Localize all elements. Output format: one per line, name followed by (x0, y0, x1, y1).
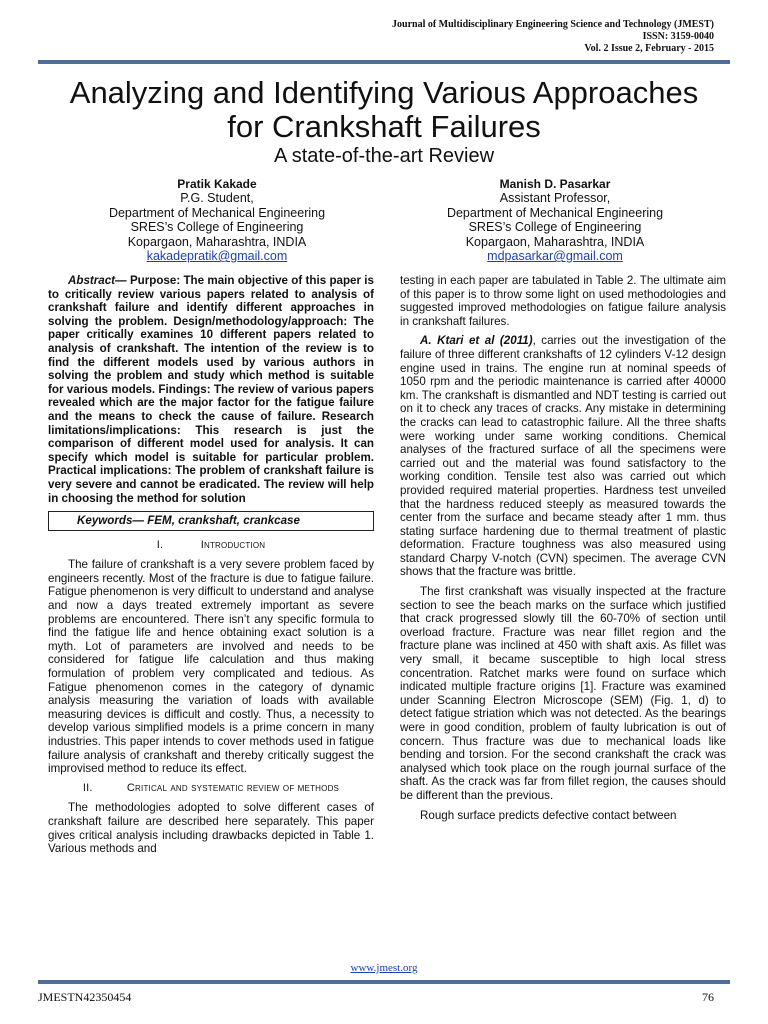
journal-issn: ISSN: 3159-0040 (642, 31, 714, 42)
author-location: Kopargaon, Maharashtra, INDIA (465, 234, 645, 249)
section-number: I. (156, 538, 164, 551)
journal-header (392, 19, 714, 55)
author-email-link[interactable]: kakadepratik@gmail.com (146, 249, 288, 264)
paper-subtitle: A state-of-the-art Review (273, 145, 495, 167)
author-department: Department of Mechanical Engineering (446, 205, 664, 220)
title-line-2: for Crankshaft Failures (227, 109, 541, 144)
right-column (400, 274, 726, 828)
intro-paragraph: The failure of crankshaft is a very severe problem faced by engineers recently. Most of the fracture is due to fatigue failure. Fatigue phenomenon is very difficult to understand and analyse and now a days treated extremely important as severe problems are encountered. There isn’t any specific formula to find the fatigue life and hence obtaining exact solution is a myth. Lot of parameters are involved and needs to be considered for fatigue life calculation and thus making formulation of problem very complicated and tedious. As Fatigue phenomenon comes in the category of dynamic analysis measuring the variation of loads with available measuring devices is difficult and costly. Thus, a necessity to develop various simplified models is a prime concern in many industries. This paper intends to cover methods used in fatigue failure analysis of crankshaft and thereby critically suggest the improvised method to reduce its effect. (48, 558, 374, 776)
first-crankshaft-paragraph: The first crankshaft was visually inspected at the fracture section to see the beach marks on the surface which justified that crack progressed slowly till the 60-70% of section until overload fracture. Fracture was near fillet region and the fracture plane was inclined at 450 with shaft axis. As fillet was very small, it became susceptible to high local stress concentration. Ratchet marks were found on surface which indicated multiple fracture origins [1]. Fracture was examined under Scanning Electron Microscope (SEM) (Fig. 1, d) to detect fatigue striation which was not detected. As the bearings were in good condition, problem of faulty lubrication is out of concern. Thus fracture was due to mechanical loads like bending and torsion. For the second crankshaft the crack was analysed which took place on the rough journal surface of the shaft. As the crack was far from fillet region, the causes should be different than the previous. (400, 585, 726, 802)
continuation-paragraph: testing in each paper are tabulated in Table 2. The ultimate aim of this paper is to throw some light on used methodologies and suggested improved methodologies on fatigue failure analysis in crankshaft failures. (400, 274, 726, 328)
author-name: Pratik Kakade (177, 177, 257, 191)
section-number: II. (82, 781, 93, 794)
footer-rule (38, 980, 730, 984)
keywords-box: Keywords— FEM, crankshaft, crankcase (48, 511, 374, 531)
journal-volume: Vol. 2 Issue 2, February - 2015 (584, 43, 714, 54)
section-heading-introduction (48, 539, 374, 553)
abstract-text: Purpose: The main objective of this paper is to critically review various papers related to analysis of crankshaft failure and identify different approaches in solving the problem. Design/methodology/approach: The paper critically examines 10 different papers related to analysis of crankshaft. The intention of the review is to find the different models used by various authors in solving the problem and study which method is suitable for various models. Findings: The review of various papers revealed which are the major factor for the fatigue failure and the means to check the cause of failure. Research limitations/implications: This research is just the comparison of different model used for analysis. It can specify which model is suitable for particular problem. Practical implications: The problem of crankshaft failure is very severe and cannot be eradicated. The review will help in choosing the method for solution (48, 274, 374, 505)
author-email-link[interactable]: mdpasarkar@gmail.com (487, 249, 623, 264)
author-role: Assistant Professor, (499, 191, 611, 206)
footer-paper-id: JMESTN42350454 (38, 990, 132, 1004)
title-line-1: Analyzing and Identifying Various Approaches (69, 75, 699, 110)
author-role: P.G. Student, (180, 191, 254, 206)
footer-page-number: 76 (702, 990, 714, 1004)
journal-name: Journal of Multidisciplinary Engineering Science and Technology (JMEST) (392, 19, 714, 30)
left-column (48, 274, 374, 862)
section-heading-review (48, 782, 374, 796)
author-college: SRES’s College of Engineering (468, 220, 642, 235)
section-title: Introduction (200, 538, 266, 551)
abstract (48, 274, 374, 505)
paper-title (0, 76, 768, 144)
abstract-label: Abstract— (68, 274, 127, 287)
author-college: SRES’s College of Engineering (130, 220, 304, 235)
citation-ref: A. Ktari et al (2011) (420, 334, 533, 348)
review-paragraph: The methodologies adopted to solve different cases of crankshaft failure are described here separately. This paper gives critical analysis including drawbacks depicted in Table 1. Various methods and (48, 801, 374, 856)
ktari-paragraph (400, 334, 726, 579)
author-name: Manish D. Pasarkar (499, 177, 611, 191)
author-block-2 (390, 177, 720, 263)
header-rule (38, 60, 730, 64)
author-department: Department of Mechanical Engineering (108, 205, 326, 220)
author-block-1 (52, 177, 382, 263)
footer-website-link[interactable]: www.jmest.org (350, 962, 418, 974)
author-location: Kopargaon, Maharashtra, INDIA (127, 234, 307, 249)
section-title: Critical and systematic review of methods (126, 781, 340, 794)
ktari-text: , carries out the investigation of the failure of three different crankshafts of 12 cylinders V-12 design engine used in trains. The engine run at nominal speeds of 1050 rpm and the periodic maintenance is carried after 40000 km. The crankshaft is dismantled and NDT testing is carried out on it to check any traces of cracks. Any mistake in determining the cracks can lead to catastrophic failure. All the three shafts were working under same working conditions. Chemical analyses of the fractured surface of all the specimens were carried out and the material was found satisfactory to the working condition. Tensile test also was carried out which provided required material properties. Hardness test unveiled that the hardness reduced steeply as measured towards the center from the surface and became steady after 1 mm. thus stating surface hardening due to thermal treatment of plastic deformation. Fracture toughness was also measured using standard Charpy V-notch (CVN) specimen. The average CVN shows that the fracture was brittle. (400, 334, 726, 579)
rough-surface-paragraph: Rough surface predicts defective contact between (420, 808, 677, 822)
